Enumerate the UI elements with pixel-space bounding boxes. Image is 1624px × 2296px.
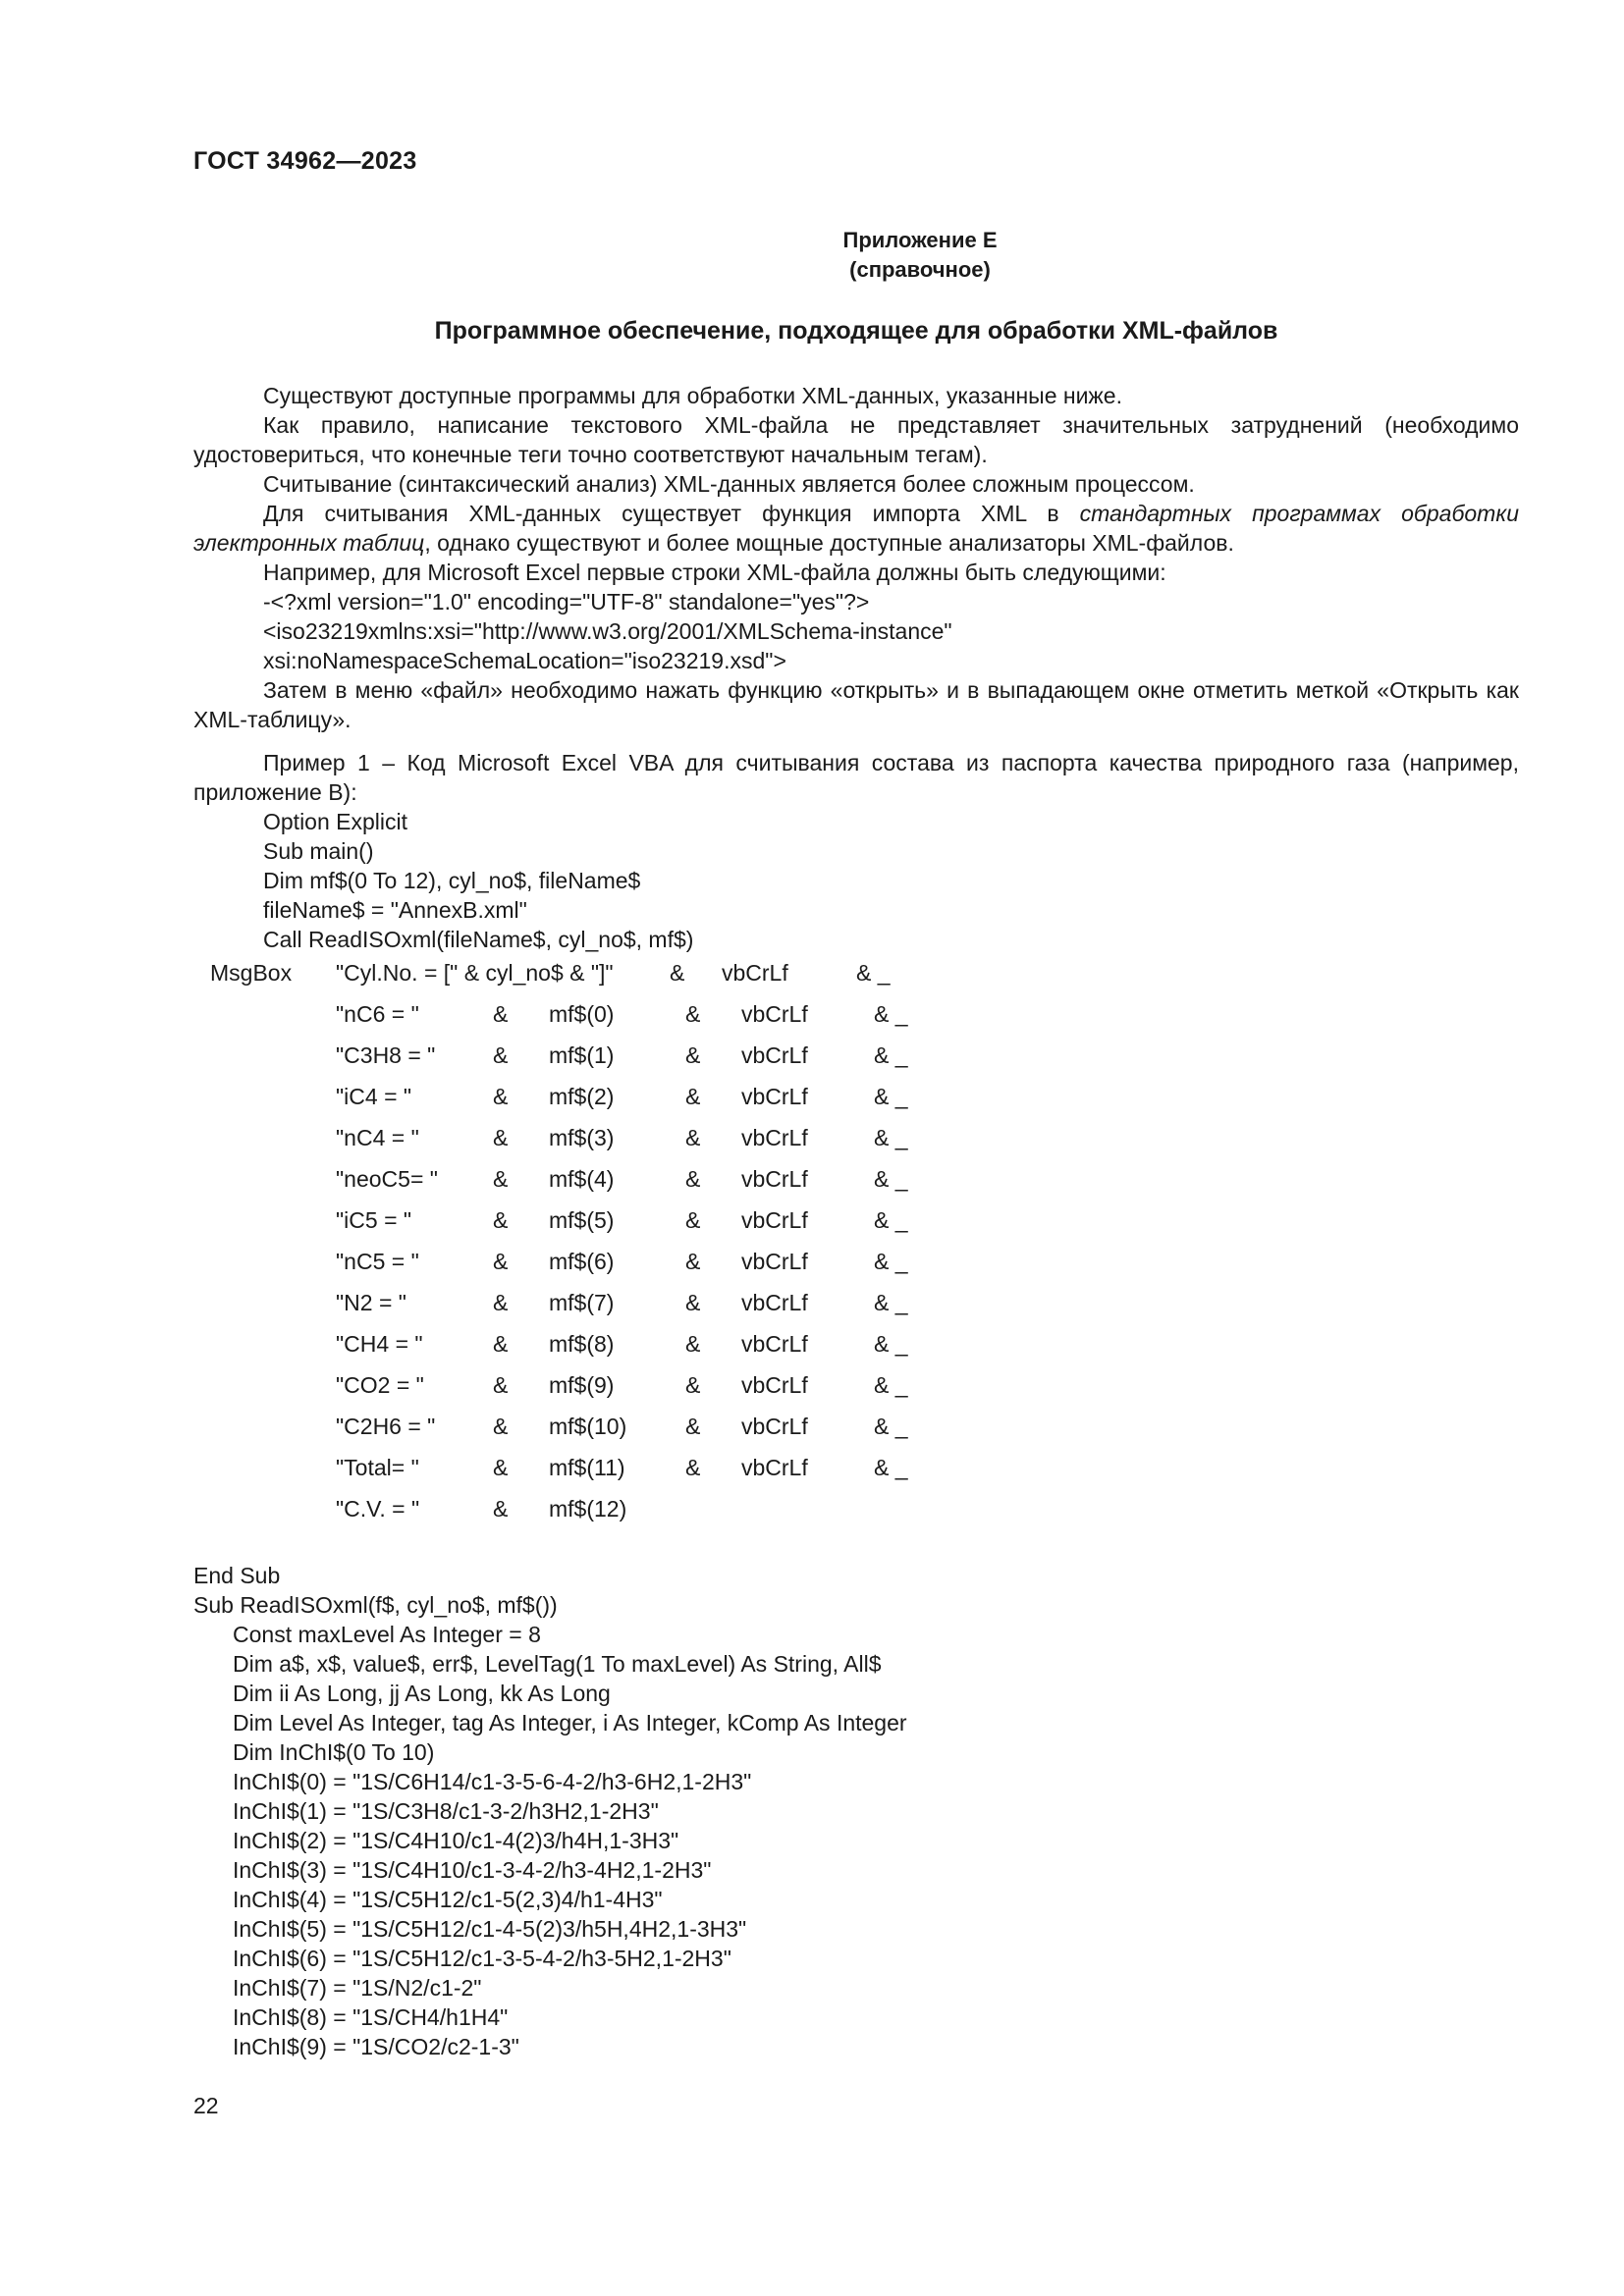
msgbox-crlf: vbCrLf bbox=[741, 1084, 808, 1109]
msgbox-label: "nC6 = " bbox=[336, 1001, 419, 1027]
paragraph: Существуют доступные программы для обработки XML-данных, указанные ниже. bbox=[263, 383, 1122, 408]
msgbox-crlf: vbCrLf bbox=[741, 1372, 808, 1398]
msgbox-label: "C.V. = " bbox=[336, 1496, 420, 1522]
msgbox-amp: & bbox=[685, 1207, 701, 1233]
code-line: InChI$(7) = "1S/N2/c1-2" bbox=[233, 1975, 482, 2001]
msgbox-var: mf$(5) bbox=[549, 1207, 615, 1233]
annex-label: Приложение Е bbox=[842, 228, 998, 252]
paragraph: Например, для Microsoft Excel первые строки XML-файла должны быть следующими: bbox=[263, 560, 1166, 585]
msgbox-amp: & bbox=[493, 1249, 509, 1274]
msgbox-label: "neoC5= " bbox=[336, 1166, 438, 1192]
msgbox-first-cont: & _ bbox=[856, 960, 891, 986]
msgbox-amp: & bbox=[493, 1455, 509, 1480]
msgbox-crlf: vbCrLf bbox=[741, 1290, 808, 1315]
msgbox-var: mf$(0) bbox=[549, 1001, 615, 1027]
msgbox-var: mf$(1) bbox=[549, 1042, 615, 1068]
msgbox-amp: & bbox=[493, 1166, 509, 1192]
code-line: InChI$(2) = "1S/C4H10/c1-4(2)3/h4H,1-3H3" bbox=[233, 1828, 679, 1853]
msgbox-amp: & bbox=[685, 1001, 701, 1027]
msgbox-var: mf$(3) bbox=[549, 1125, 615, 1150]
document-id: ГОСТ 34962—2023 bbox=[193, 147, 417, 175]
body-text bbox=[193, 381, 1519, 954]
msgbox-amp: & bbox=[493, 1290, 509, 1315]
msgbox-var: mf$(10) bbox=[549, 1414, 627, 1439]
msgbox-crlf: vbCrLf bbox=[741, 1414, 808, 1439]
msgbox-label: "CO2 = " bbox=[336, 1372, 424, 1398]
msgbox-amp: & bbox=[685, 1125, 701, 1150]
annex-status: (справочное) bbox=[849, 257, 991, 282]
msgbox-amp: & bbox=[493, 1125, 509, 1150]
msgbox-crlf: vbCrLf bbox=[741, 1331, 808, 1357]
msgbox-cont: & _ bbox=[874, 1084, 908, 1109]
code-line: InChI$(6) = "1S/C5H12/c1-3-5-4-2/h3-5H2,1-2H3" bbox=[233, 1946, 731, 1971]
msgbox-cont: & _ bbox=[874, 1001, 908, 1027]
xml-line: xsi:noNamespaceSchemaLocation="iso23219.xsd"> bbox=[263, 648, 786, 673]
code-line: Const maxLevel As Integer = 8 bbox=[233, 1622, 541, 1647]
msgbox-label: "nC5 = " bbox=[336, 1249, 419, 1274]
annex-heading bbox=[0, 226, 1624, 285]
msgbox-crlf: vbCrLf bbox=[741, 1249, 808, 1274]
code-line: Dim Level As Integer, tag As Integer, i As Integer, kComp As Integer bbox=[233, 1710, 907, 1735]
msgbox-amp: & bbox=[493, 1207, 509, 1233]
msgbox-crlf: vbCrLf bbox=[741, 1207, 808, 1233]
msgbox-cont: & _ bbox=[874, 1372, 908, 1398]
paragraph: Затем в меню «файл» необходимо нажать функцию «открыть» и в выпадающем окне отметить меткой «Открыть как XML-таблицу». bbox=[193, 677, 1519, 732]
paragraph bbox=[193, 499, 1519, 558]
msgbox-amp: & bbox=[685, 1042, 701, 1068]
msgbox-var: mf$(11) bbox=[549, 1455, 625, 1480]
code-line: End Sub bbox=[193, 1563, 281, 1588]
msgbox-first-label: "Cyl.No. = [" & cyl_no$ & "]" bbox=[336, 960, 614, 986]
code-line: Dim ii As Long, jj As Long, kk As Long bbox=[233, 1681, 611, 1706]
code-line: InChI$(1) = "1S/C3H8/c1-3-2/h3H2,1-2H3" bbox=[233, 1798, 659, 1824]
msgbox-cont: & _ bbox=[874, 1331, 908, 1357]
msgbox-amp: & bbox=[493, 1414, 509, 1439]
page-number: 22 bbox=[193, 2093, 219, 2118]
msgbox-crlf: vbCrLf bbox=[741, 1042, 808, 1068]
code-line: InChI$(0) = "1S/C6H14/c1-3-5-6-4-2/h3-6H2,1-2H3" bbox=[233, 1769, 752, 1794]
msgbox-first-amp: & bbox=[670, 960, 685, 986]
msgbox-label: "C2H6 = " bbox=[336, 1414, 436, 1439]
msgbox-label: "iC4 = " bbox=[336, 1084, 412, 1109]
msgbox-amp: & bbox=[685, 1455, 701, 1480]
msgbox-crlf: vbCrLf bbox=[741, 1455, 808, 1480]
code-line: Call ReadISOxml(fileName$, cyl_no$, mf$) bbox=[263, 927, 694, 952]
code-line: Sub main() bbox=[263, 838, 374, 864]
msgbox-amp: & bbox=[685, 1372, 701, 1398]
code-line: InChI$(3) = "1S/C4H10/c1-3-4-2/h3-4H2,1-2H3" bbox=[233, 1857, 712, 1883]
example-caption: Пример 1 – Код Microsoft Excel VBA для считывания состава из паспорта качества природного газа (например, приложение B): bbox=[193, 750, 1519, 805]
xml-line: -<?xml version="1.0" encoding="UTF-8" standalone="yes"?> bbox=[263, 589, 870, 614]
msgbox-amp: & bbox=[685, 1166, 701, 1192]
code-line: Option Explicit bbox=[263, 809, 408, 834]
msgbox-amp: & bbox=[685, 1084, 701, 1109]
msgbox-var: mf$(9) bbox=[549, 1372, 615, 1398]
msgbox-amp: & bbox=[493, 1372, 509, 1398]
xml-line: <iso23219xmlns:xsi="http://www.w3.org/2001/XMLSchema-instance" bbox=[263, 618, 952, 644]
code-line: InChI$(8) = "1S/CH4/h1H4" bbox=[233, 2004, 509, 2030]
msgbox-amp: & bbox=[493, 1042, 509, 1068]
msgbox-crlf: vbCrLf bbox=[741, 1125, 808, 1150]
text-span: , однако существуют и более мощные доступные анализаторы XML-файлов. bbox=[424, 530, 1234, 556]
msgbox-label: "C3H8 = " bbox=[336, 1042, 436, 1068]
msgbox-crlf: vbCrLf bbox=[741, 1001, 808, 1027]
code-line: Dim mf$(0 To 12), cyl_no$, fileName$ bbox=[263, 868, 641, 893]
italic-term: стандартных программах обработки электронных таблиц bbox=[193, 501, 1519, 556]
msgbox-cont: & _ bbox=[874, 1455, 908, 1480]
msgbox-var: mf$(8) bbox=[549, 1331, 615, 1357]
msgbox-var: mf$(4) bbox=[549, 1166, 615, 1192]
msgbox-label: "CH4 = " bbox=[336, 1331, 423, 1357]
msgbox-label: "iC5 = " bbox=[336, 1207, 412, 1233]
code-line: InChI$(4) = "1S/C5H12/c1-5(2,3)4/h1-4H3" bbox=[233, 1887, 663, 1912]
msgbox-var: mf$(6) bbox=[549, 1249, 615, 1274]
msgbox-cont: & _ bbox=[874, 1290, 908, 1315]
msgbox-cont: & _ bbox=[874, 1042, 908, 1068]
msgbox-first-crlf: vbCrLf bbox=[722, 960, 788, 986]
msgbox-amp: & bbox=[685, 1290, 701, 1315]
msgbox-label: "nC4 = " bbox=[336, 1125, 419, 1150]
msgbox-amp: & bbox=[493, 1496, 509, 1522]
code-block bbox=[193, 1561, 1519, 2061]
code-line: InChI$(9) = "1S/CO2/c2-1-3" bbox=[233, 2034, 519, 2059]
code-line: fileName$ = "AnnexB.xml" bbox=[263, 897, 527, 923]
msgbox-var: mf$(7) bbox=[549, 1290, 615, 1315]
paragraph: Как правило, написание текстового XML-файла не представляет значительных затруднений (необходимо удостовериться, что конечные теги точно соответствуют начальным тегам). bbox=[193, 412, 1519, 467]
msgbox-cont: & _ bbox=[874, 1249, 908, 1274]
msgbox-var: mf$(2) bbox=[549, 1084, 615, 1109]
msgbox-amp: & bbox=[685, 1414, 701, 1439]
msgbox-var: mf$(12) bbox=[549, 1496, 627, 1522]
msgbox-amp: & bbox=[685, 1249, 701, 1274]
msgbox-amp: & bbox=[685, 1331, 701, 1357]
msgbox-crlf: vbCrLf bbox=[741, 1166, 808, 1192]
text-span: Для считывания XML-данных существует функция импорта XML в bbox=[263, 501, 1080, 526]
code-line: Sub ReadISOxml(f$, cyl_no$, mf$()) bbox=[193, 1592, 558, 1618]
code-line: InChI$(5) = "1S/C5H12/c1-4-5(2)3/h5H,4H2,1-3H3" bbox=[233, 1916, 747, 1942]
msgbox-amp: & bbox=[493, 1084, 509, 1109]
annex-title: Программное обеспечение, подходящее для обработки XML-файлов bbox=[434, 317, 1278, 345]
msgbox-label: "N2 = " bbox=[336, 1290, 406, 1315]
msgbox-keyword: MsgBox bbox=[210, 960, 293, 986]
msgbox-cont: & _ bbox=[874, 1207, 908, 1233]
msgbox-cont: & _ bbox=[874, 1414, 908, 1439]
msgbox-amp: & bbox=[493, 1331, 509, 1357]
paragraph: Считывание (синтаксический анализ) XML-данных является более сложным процессом. bbox=[263, 471, 1195, 497]
msgbox-cont: & _ bbox=[874, 1166, 908, 1192]
msgbox-cont: & _ bbox=[874, 1125, 908, 1150]
code-line: Dim a$, x$, value$, err$, LevelTag(1 To maxLevel) As String, All$ bbox=[233, 1651, 882, 1677]
code-line: Dim InChI$(0 To 10) bbox=[233, 1739, 435, 1765]
msgbox-amp: & bbox=[493, 1001, 509, 1027]
msgbox-label: "Total= " bbox=[336, 1455, 419, 1480]
